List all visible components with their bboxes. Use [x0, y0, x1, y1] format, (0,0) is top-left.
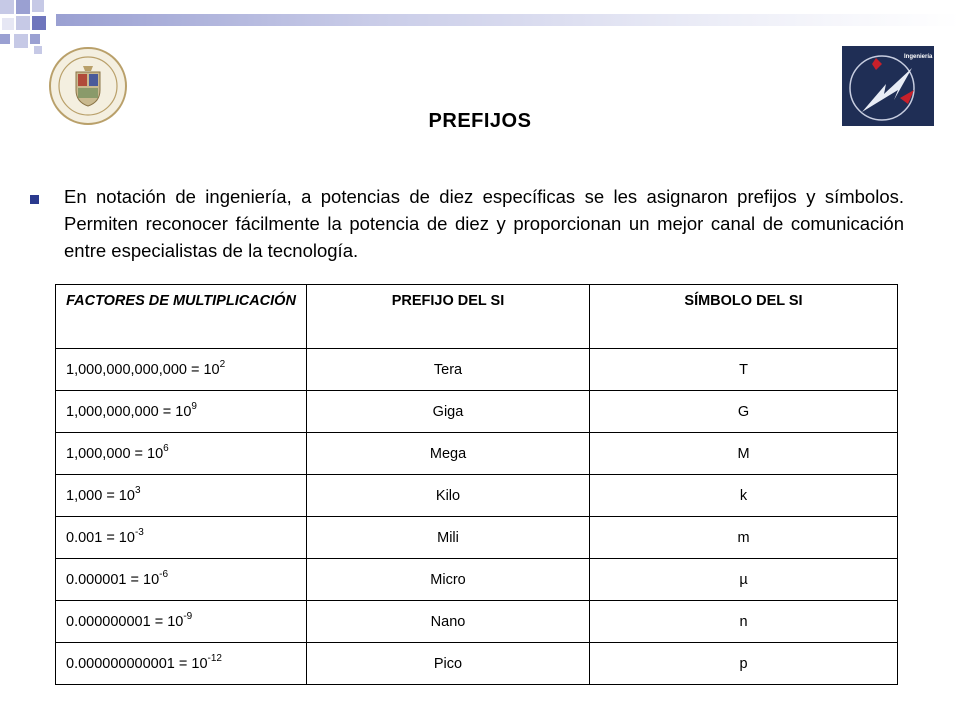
factor-cell: $1,000,000,000,000 = 10^2$	[56, 349, 307, 391]
prefix-cell: Mili	[307, 517, 590, 559]
header-multiplication-factors: FACTORES DE MULTIPLICACIÓN	[56, 285, 307, 349]
page-title: PREFIJOS	[428, 110, 532, 132]
table-row	[56, 643, 898, 685]
table-row	[56, 391, 898, 433]
deco-square	[16, 16, 30, 30]
deco-square	[16, 0, 30, 14]
factor-cell: $1,000,000,000 = 10^9$	[56, 391, 307, 433]
symbol-cell: k	[590, 475, 898, 517]
deco-square	[0, 34, 10, 44]
prefix-cell: Micro	[307, 559, 590, 601]
factor-cell: $0.000001 = 10^{-6}$	[56, 559, 307, 601]
symbol-cell: T	[590, 349, 898, 391]
prefix-cell: Nano	[307, 601, 590, 643]
deco-square	[30, 34, 40, 44]
factor-cell: $0.000000000001 = 10^{-12}$	[56, 643, 307, 685]
table-row	[56, 433, 898, 475]
factor-cell: $1,000 = 10^3$	[56, 475, 307, 517]
deco-square	[0, 0, 14, 14]
prefix-cell: Kilo	[307, 475, 590, 517]
si-prefix-table	[55, 284, 898, 685]
header-si-symbol: SÍMBOLO DEL SI	[590, 285, 898, 349]
header-si-prefix: PREFIJO DEL SI	[307, 285, 590, 349]
symbol-cell: p	[590, 643, 898, 685]
prefix-cell: Pico	[307, 643, 590, 685]
prefix-cell: Giga	[307, 391, 590, 433]
table-row	[56, 349, 898, 391]
deco-square	[32, 16, 46, 30]
table-row	[56, 559, 898, 601]
deco-square	[32, 0, 44, 12]
symbol-cell: m	[590, 517, 898, 559]
table-row	[56, 475, 898, 517]
deco-square	[2, 18, 14, 30]
symbol-cell: G	[590, 391, 898, 433]
deco-square	[34, 46, 42, 54]
bullet-text: En notación de ingeniería, a potencias de diez específicas se les asignaron prefijos y símbolos. Permiten reconocer fácilmente la potencia de diez y proporcionan un mejor canal de comunicación entre especialistas de la tecnología.	[64, 186, 904, 261]
symbol-cell: µ	[590, 559, 898, 601]
symbol-cell: n	[590, 601, 898, 643]
factor-cell: $1,000,000 = 10^6$	[56, 433, 307, 475]
logo-right-label: Ingeniería Eléctrica	[904, 54, 960, 60]
square-bullet-icon	[30, 195, 39, 204]
table-row	[56, 601, 898, 643]
factor-cell: $0.000000001 = 10^{-9}$	[56, 601, 307, 643]
table-row	[56, 517, 898, 559]
prefix-cell: Tera	[307, 349, 590, 391]
symbol-cell: M	[590, 433, 898, 475]
factor-cell: $0.001 = 10^{-3}$	[56, 517, 307, 559]
prefix-cell: Mega	[307, 433, 590, 475]
table-header-row	[56, 285, 898, 349]
deco-square	[14, 34, 28, 48]
header-gradient-bar	[56, 14, 960, 26]
